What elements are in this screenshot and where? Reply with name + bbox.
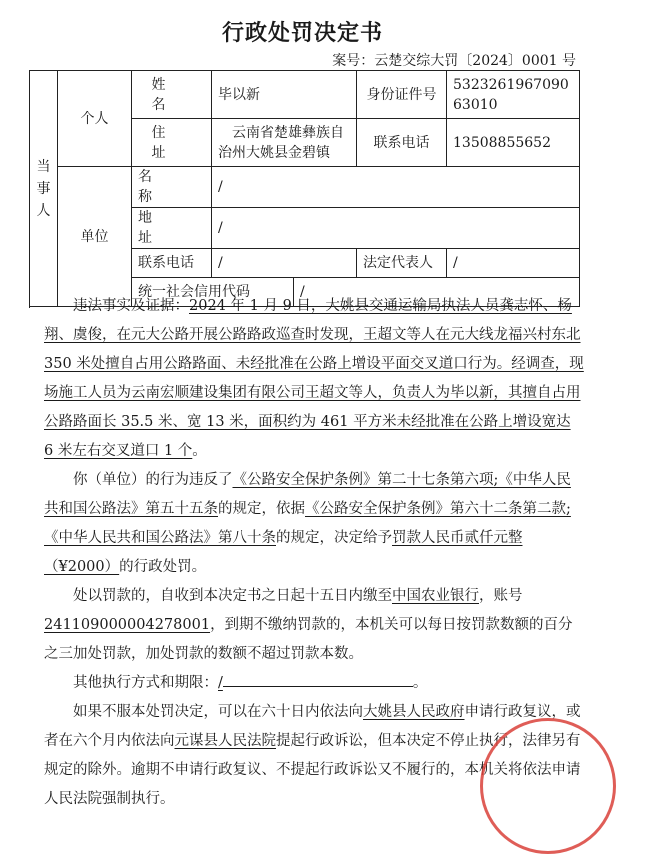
legal-basis-mid: 的规定，依据 (218, 501, 305, 517)
legal-basis-end: 的行政处罚。 (119, 559, 207, 575)
appeal-intro: 如果不服本处罚决定，可以在六十日内依法向 (73, 704, 363, 720)
individual-label: 个人 (58, 71, 132, 167)
credit-code-value: / (294, 278, 580, 307)
phone-label: 联系电话 (357, 119, 447, 167)
name-label: 姓 名 (132, 71, 212, 119)
legal-basis-decide: 的规定，决定给予 (276, 530, 392, 546)
account-label: ，账号 (479, 588, 523, 604)
case-number: 案号：云楚交综大罚〔2024〕0001 号 (332, 53, 576, 69)
other-execution-paragraph (44, 669, 584, 698)
court-name: 元谋县人民法院 (174, 733, 276, 749)
phone-value: 13508855652 (447, 119, 580, 167)
violation-facts-label: 违法事实及证据： (73, 298, 189, 314)
violation-facts-paragraph (44, 292, 584, 466)
document-title: 行政处罚决定书 (221, 20, 383, 46)
appeal-mid: 申请行政复议，或者在六个月内依法向 (44, 704, 581, 749)
name-value: 毕以新 (212, 71, 357, 119)
id-value: 532326196709063010 (447, 71, 580, 119)
review-authority: 大姚县人民政府 (363, 704, 465, 720)
other-execution-value: / (218, 675, 223, 691)
unit-label: 单位 (58, 167, 132, 307)
legal-basis-paragraph (44, 466, 584, 582)
violation-facts-end: 。 (192, 443, 207, 459)
violation-facts-text: 2024 年 1 月 9 日，大姚县交通运输局执法人员龚志怀、杨翔、虞俊，在元大公路开展公路路政巡查时发现，王超文等人在元大线龙福兴村东北 350 米处擅自占用公路路面、未经批准在公路上增设平面交叉道口行为。经调查，现场施工人员为云南宏顺建设集团有限公司王超文等人，负责人为毕以新，其擅自占用公路路面长 35.5 米、宽 13 米，面积约为 461 平方米未经批准在公路上增设宽达 6 米左右交叉道口 1 个 (44, 298, 584, 459)
address-label: 住 址 (132, 119, 212, 167)
payment-paragraph (44, 582, 584, 669)
unit-address-value: / (212, 208, 580, 249)
address-value: 云南省楚雄彝族自治州大姚县金碧镇 (212, 119, 357, 167)
legal-rep-label: 法定代表人 (357, 249, 447, 278)
payment-rest: ，到期不缴纳罚款的，本机关可以每日按罚款数额的百分之三加处罚款，加处罚款的数额不超过罚款本数。 (44, 617, 573, 662)
bank-name: 中国农业银行 (392, 588, 479, 604)
unit-address-label: 地 址 (132, 208, 212, 249)
party-info-table (29, 70, 580, 307)
legal-rep-value: / (447, 249, 580, 278)
other-execution-end: 。 (412, 675, 428, 691)
appeal-rest: 提起行政诉讼，但本决定不停止执行，法律另有规定的除外。逾期不申请行政复议、不提起行政诉讼又不履行的，本机关将依法申请人民法院强制执行。 (44, 733, 581, 807)
penalty-amount: 罚款人民币贰仟元整（¥2000） (44, 530, 523, 575)
legal-basis-intro: 你（单位）的行为违反了 (73, 472, 233, 488)
payment-intro: 处以罚款的，自收到本决定书之日起十五日内缴至 (73, 588, 392, 604)
penalty-law: 《公路安全保护条例》第六十二条第二款;《中华人民共和国公路法》第八十条 (44, 501, 571, 546)
violated-law: 《公路安全保护条例》第二十七条第六项;《中华人民共和国公路法》第五十五条 (44, 472, 571, 517)
id-label: 身份证件号 (357, 71, 447, 119)
other-execution-label: 其他执行方式和期限： (73, 675, 218, 691)
unit-name-value: / (212, 167, 580, 208)
official-seal (480, 718, 616, 854)
party-label: 当事人 (30, 71, 58, 307)
unit-phone-label: 联系电话 (132, 249, 212, 278)
account-number: 241109000004278001 (44, 617, 211, 633)
credit-code-label: 统一社会信用代码 (132, 278, 294, 307)
unit-phone-value: / (212, 249, 357, 278)
unit-name-label: 名 称 (132, 167, 212, 208)
